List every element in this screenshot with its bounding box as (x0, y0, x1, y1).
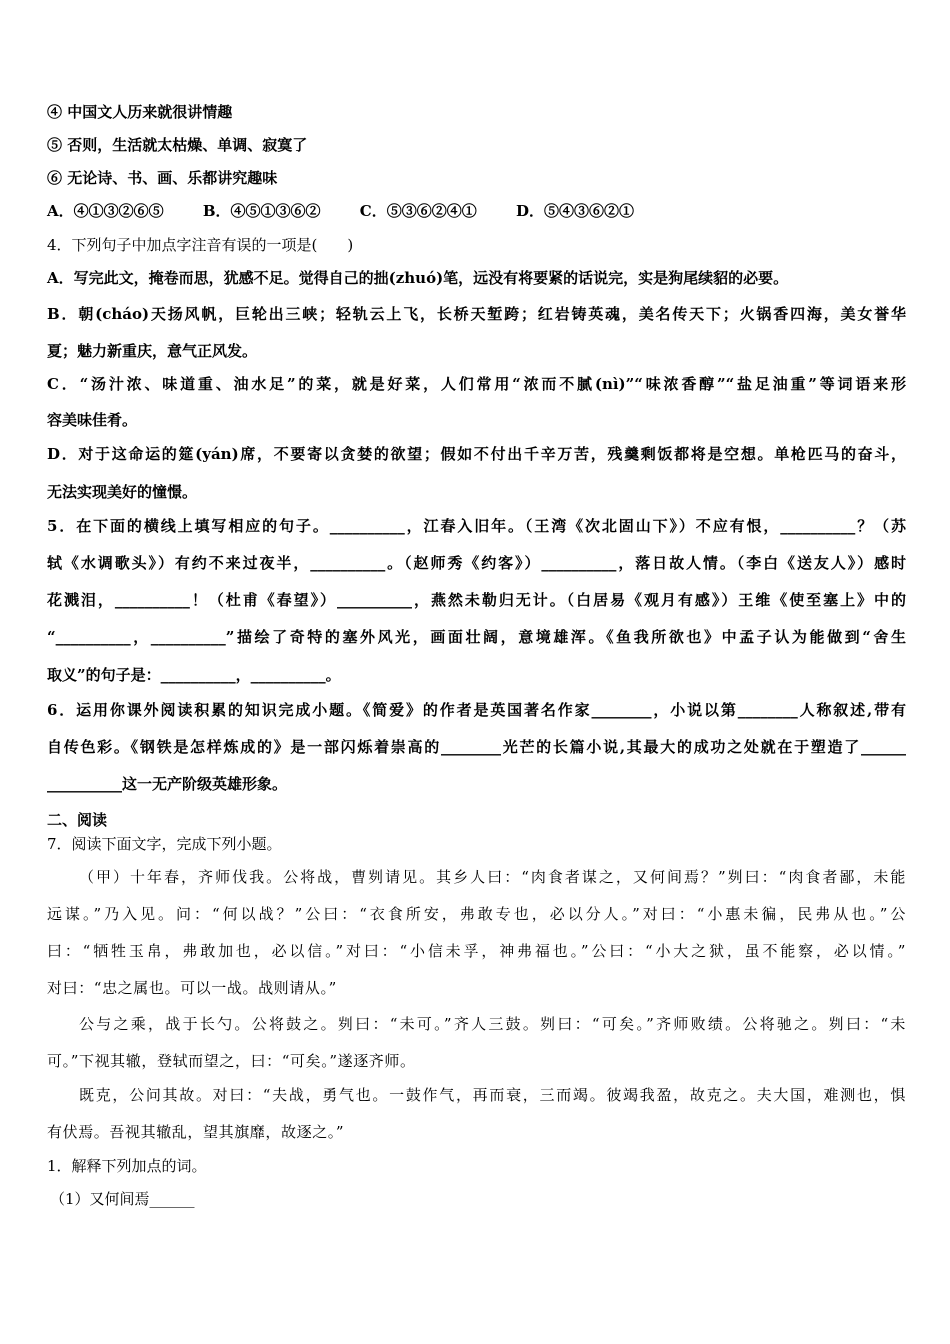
q4-option-d-line1: D．对于这命运的筵(yán)席，不要寄以贪婪的欲望；假如不付出千辛万苦，残羹剩饭都将是空想。单枪匹马的奋斗， (47, 445, 906, 463)
q5-line4: “__________，__________”描绘了奇特的塞外风光，画面壮阔，意境雄浑。《鱼我所欲也》中孟子认为能做到“舍生 (47, 628, 906, 646)
q4-option-b-line1: B．朝(cháo)天扬风帆，巨轮出三峡；轻轨云上飞，长桥天堑跨；红岩铸英魂，美名传天下；火锅香四海，美女誉华 (47, 305, 906, 323)
q5-line1: 5．在下面的横线上填写相应的句子。__________，江春入旧年。（王湾《次北固山下》）不应有恨，__________？（苏 (47, 517, 906, 535)
passage-p2-line1: 公与之乘，战于长勺。公将鼓之。刿曰：“未可。”齐人三鼓。刿曰：“可矣。”齐师败绩。公将驰之。刿曰：“未 (79, 1015, 906, 1033)
sub-question-1: 1．解释下列加点的词。 (47, 1157, 207, 1175)
q6-line3: __________这一无产阶级英雄形象。 (47, 775, 288, 793)
list-item-6: ⑥ 无论诗、书、画、乐都讲究趣味 (47, 169, 278, 187)
section-title: 二、阅读 (47, 811, 108, 829)
q4-option-c-line2: 容美味佳肴。 (47, 411, 138, 429)
q6-line2: 自传色彩。《钢铁是怎样炼成的》是一部闪烁着崇高的________光芒的长篇小说,其最大的成功之处就在于塑造了______ (47, 738, 906, 756)
q7-stem: 7．阅读下面文字，完成下列小题。 (47, 835, 282, 853)
passage-p1-line3: 曰：“牺牲玉帛，弗敢加也，必以信。”对曰：“小信未孚，神弗福也。”公曰：“小大之狱，虽不能察，必以情。” (47, 942, 906, 960)
q3-options (47, 201, 906, 221)
passage-p1-line1: （甲）十年春，齐师伐我。公将战，曹刿请见。其乡人曰：“肉食者谋之，又何间焉？”刿曰：“肉食者鄙，未能 (79, 868, 906, 886)
sub-question-1-1: （1）又何间焉______ (50, 1190, 195, 1208)
q4-option-c-line1: C．“汤汁浓、味道重、油水足”的菜，就是好菜，人们常用“浓而不腻(nì)”“味浓香醇”“盐足油重”等词语来形 (47, 375, 906, 393)
list-item-4: ④ 中国文人历来就很讲情趣 (47, 103, 233, 121)
q3-option-d: D．⑤④③⑥②① (515, 202, 634, 220)
passage-p3-line2: 有伏焉。吾视其辙乱，望其旗靡，故逐之。” (47, 1123, 345, 1141)
passage-p2-line2: 可。”下视其辙，登轼而望之，曰：“可矣。”遂逐齐师。 (47, 1052, 416, 1070)
q4-option-b-line2: 夏；魅力新重庆，意气正风发。 (47, 342, 258, 360)
q5-line3: 花溅泪，__________！（杜甫《春望》）__________，燕然未勒归无计。（白居易《观月有感》）王维《使至塞上》中的 (47, 591, 906, 609)
passage-p3-line1: 既克，公问其故。对曰：“夫战，勇气也。一鼓作气，再而衰，三而竭。彼竭我盈，故克之。夫大国，难测也，惧 (79, 1086, 906, 1104)
q5-line5: 取义”的句子是：__________，__________。 (47, 666, 341, 684)
q6-line1: 6．运用你课外阅读积累的知识完成小题。《简爱》的作者是英国著名作家________，小说以第________人称叙述,带有 (47, 701, 906, 719)
passage-p1-line2: 远谋。”乃入见。问：“何以战？”公曰：“衣食所安，弗敢专也，必以分人。”对曰：“小惠未徧，民弗从也。”公 (47, 905, 906, 923)
q4-stem: 4．下列句子中加点字注音有误的一项是( ) (47, 236, 354, 254)
list-item-5: ⑤ 否则，生活就太枯燥、单调、寂寞了 (47, 136, 308, 154)
q3-option-b: B．④⑤①③⑥② (202, 202, 321, 220)
q3-option-a: A．④①③②⑥⑤ (47, 202, 164, 220)
q5-line2: 轼《水调歌头》）有约不来过夜半，__________。（赵师秀《约客》）__________，落日故人情。（李白《送友人》）感时 (47, 554, 906, 572)
passage-p1-line4: 对曰：“忠之属也。可以一战。战则请从。” (47, 979, 337, 997)
q3-option-c: C．⑤③⑥②④① (359, 202, 477, 220)
q4-option-d-line2: 无法实现美好的憧憬。 (47, 483, 198, 501)
q4-option-a: A．写完此文，掩卷而思，犹感不足。觉得自己的拙(zhuó)笔，远没有将要紧的话说完，实是狗尾续貂的必要。 (47, 269, 789, 287)
